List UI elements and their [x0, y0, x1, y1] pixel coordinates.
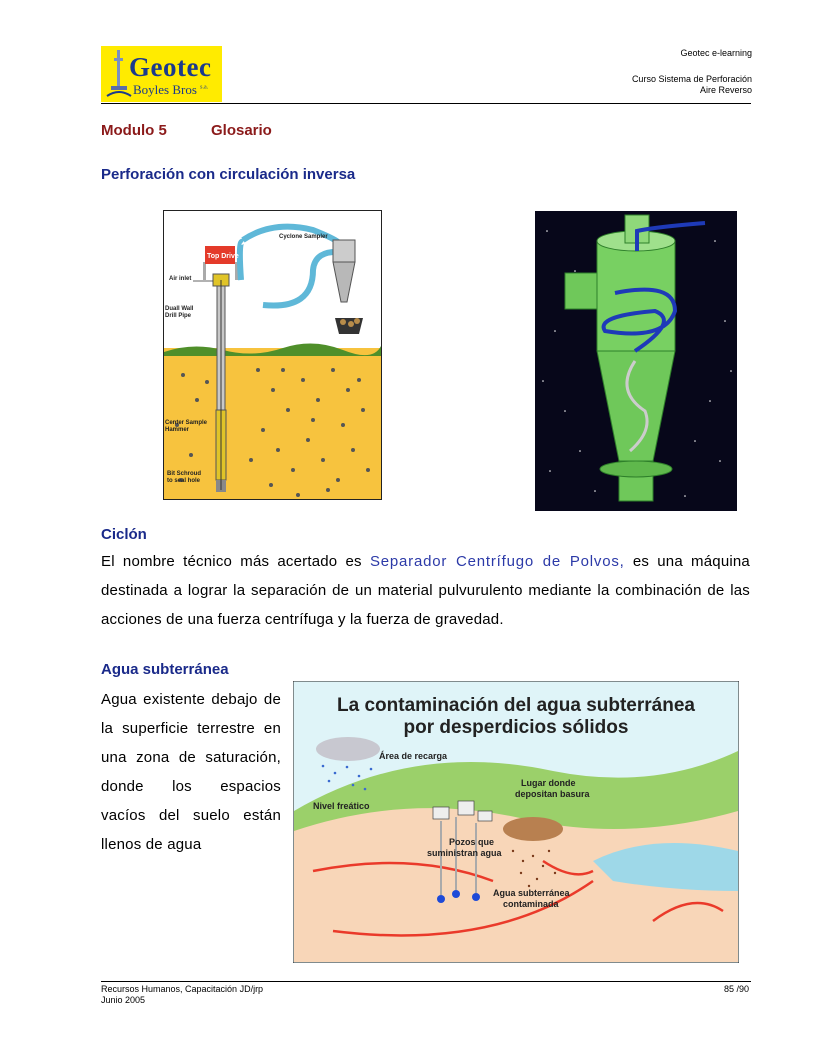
section-title-reverse-circulation: Perforación con circulación inversa [101, 166, 356, 183]
diagram-title-1: La contaminación del agua subterránea [337, 695, 695, 716]
agua-title: Agua subterránea [101, 661, 229, 678]
footer-date: Junio 2005 [101, 995, 146, 1005]
reverse-circulation-diagram [163, 210, 382, 500]
footer-page-number: 85 /90 [723, 984, 749, 994]
air-inlet-label: Air inlet [169, 276, 192, 282]
geotec-logo [101, 46, 222, 102]
cyclone-diagram [535, 211, 737, 511]
footer-divider [101, 981, 751, 982]
header-elearning: Geotec e-learning [680, 48, 752, 58]
logo-subtitle: Boyles Bros $^{s.a.}$ [133, 82, 209, 97]
pozos-label-2: suministran agua [427, 848, 502, 858]
module-label: Modulo 5 [101, 122, 167, 139]
nivel-freatico-label: Nivel freático [313, 801, 370, 811]
footer-department: Recursos Humanos, Capacitación JD/jrp [101, 984, 264, 994]
agua-contaminada-label-2: contaminada [503, 899, 559, 909]
pozos-label-1: Pozos que [449, 837, 495, 847]
top-drive-label: Top Drive [207, 253, 239, 260]
agua-definition: Agua existente debajo de la superficie terrestre en una zona de saturación, donde los espacios vacíos del suelo están llenos de agua [101, 691, 281, 853]
diagram-title-2: por desperdicios sólidos [403, 717, 629, 738]
hammer-label: Hammer [165, 427, 190, 433]
header-course: Curso Sistema de Perforación [631, 74, 752, 84]
logo-brand: Geotec [129, 52, 212, 82]
seal-hole-label: to seal hole [167, 478, 201, 484]
header-divider [101, 103, 751, 104]
area-recarga-label: Área de recarga [379, 751, 448, 761]
cyclone-sampler-label: Cyclone Sampler [279, 234, 328, 240]
center-sample-label: Center Sample [165, 420, 208, 426]
dual-wall-label: Duall Wall [165, 306, 194, 312]
lugar-label-1: Lugar donde [521, 778, 576, 788]
module-title: Glosario [211, 122, 272, 139]
ciclon-highlight: Separador Centrífugo de Polvos, [369, 553, 625, 570]
bit-schroud-label: Bit Schroud [167, 471, 201, 477]
agua-contaminada-label-1: Agua subterránea [493, 888, 570, 898]
lugar-label-2: depositan basura [515, 789, 590, 799]
drill-pipe-label: Drill Pipe [165, 313, 192, 319]
groundwater-contamination-diagram [293, 681, 739, 963]
ciclon-title: Ciclón [101, 526, 147, 543]
header-topic: Aire Reverso [699, 85, 752, 95]
ciclon-definition: El nombre técnico más acertado es Separador Centrífugo de Polvos, es una máquina destinada a lograr la separación de un material pulvurulento mediante la combinación de las acciones de una fuerza centrífuga y la fuerza de gravedad. [101, 553, 750, 628]
